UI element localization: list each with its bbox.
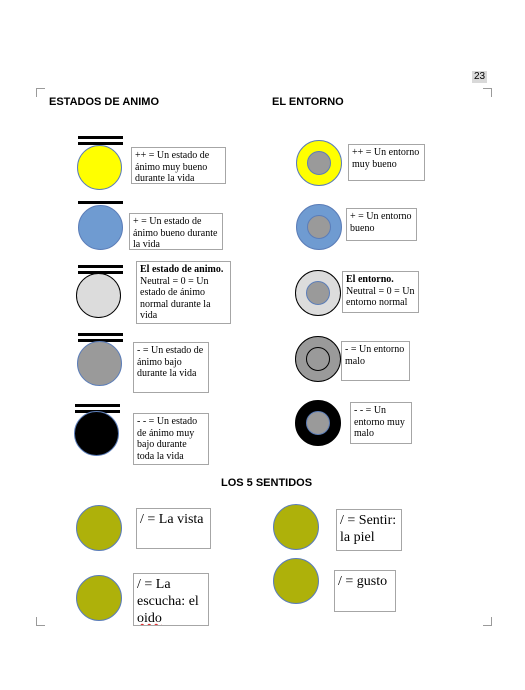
environment-inner-circle [306, 281, 330, 305]
symbol-bar [78, 136, 123, 139]
sense-circle-sight [76, 505, 122, 551]
mood-label-good: + = Un estado de ánimo bueno durante la vida [129, 213, 223, 250]
environment-inner-circle [306, 411, 330, 435]
mood-label-very-good: ++ = Un estado de ánimo muy bueno durante la vida [131, 147, 226, 184]
page-number: 23 [474, 71, 486, 82]
heading-estados: ESTADOS DE ANIMO [49, 96, 160, 108]
crop-mark-top-left [36, 88, 45, 97]
sense-label-sight: / = La vista [136, 508, 211, 549]
environment-inner-circle [307, 215, 331, 239]
heading-sentidos: LOS 5 SENTIDOS [221, 477, 313, 489]
crop-mark-bottom-right [483, 617, 492, 626]
sense-label-hearing: / = La escucha: el oido [133, 573, 209, 626]
environment-circle-very-good [296, 140, 342, 186]
mood-circle-very-good [77, 145, 122, 190]
heading-entorno: EL ENTORNO [272, 96, 344, 108]
mood-circle-bad [77, 341, 122, 386]
sense-label-touch: / = Sentir: la piel [336, 509, 402, 551]
environment-label-very-bad: - - = Un entorno muy malo [350, 402, 412, 444]
mood-circle-good [78, 205, 123, 250]
environment-inner-circle [306, 347, 330, 371]
mood-circle-neutral [76, 273, 121, 318]
mood-label-bad: - = Un estado de ánimo bajo durante la vida [133, 342, 209, 393]
environment-inner-circle [307, 151, 331, 175]
environment-circle-good [296, 204, 342, 250]
symbol-bar [75, 404, 120, 407]
environment-label-neutral: El entorno. Neutral = 0 = Un entorno normal [342, 271, 419, 313]
environment-label-bad: - = Un entorno malo [341, 341, 410, 381]
mood-circle-very-bad [74, 411, 119, 456]
mood-label-very-bad: - - = Un estado de ánimo muy bajo durante toda la vida [133, 413, 209, 465]
symbol-bar [78, 201, 123, 204]
environment-circle-neutral [295, 270, 341, 316]
sense-circle-hearing [76, 575, 122, 621]
environment-label-good: + = Un entorno bueno [346, 208, 417, 241]
mood-label-neutral: El estado de animo. Neutral = 0 = Un estado de ánimo normal durante la vida [136, 261, 231, 324]
sense-circle-touch [273, 504, 319, 550]
crop-mark-bottom-left [36, 617, 45, 626]
crop-mark-top-right [483, 88, 492, 97]
environment-circle-very-bad [295, 400, 341, 446]
environment-circle-bad [295, 336, 341, 382]
sense-circle-taste [273, 558, 319, 604]
symbol-bar [78, 265, 123, 268]
symbol-bar [78, 333, 123, 336]
sense-label-taste: / = gusto [334, 570, 396, 612]
environment-label-very-good: ++ = Un entorno muy bueno [348, 144, 425, 181]
